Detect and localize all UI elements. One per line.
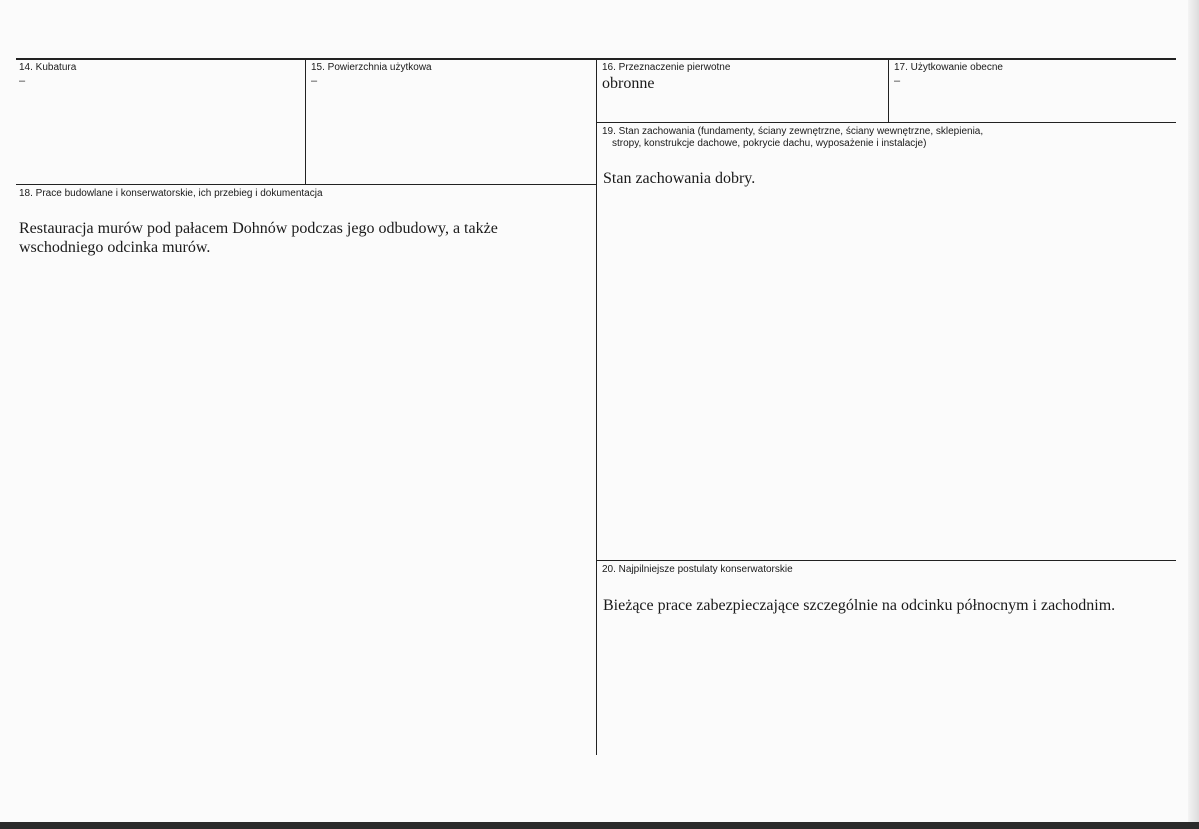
- divider-16-17: [888, 59, 889, 122]
- field-16-value: obronne: [602, 75, 655, 92]
- line-under-16-17: [597, 122, 1176, 123]
- divider-left-right: [596, 59, 597, 755]
- scan-bottom-edge: [0, 822, 1199, 829]
- scan-right-edge: [1188, 0, 1199, 829]
- field-19-value: Stan zachowania dobry.: [603, 170, 756, 187]
- field-14-value: –: [19, 75, 26, 87]
- line-above-18: [16, 184, 596, 185]
- field-16-label: 16. Przeznaczenie pierwotne: [602, 62, 731, 73]
- field-20-label: 20. Najpilniejsze postulaty konserwatorskie: [602, 564, 793, 575]
- field-17-label: 17. Użytkowanie obecne: [894, 62, 1003, 73]
- field-14-label: 14. Kubatura: [19, 62, 77, 73]
- line-above-20: [597, 560, 1176, 561]
- field-18-value-line1: Restauracja murów pod pałacem Dohnów podczas jego odbudowy, a także: [19, 220, 498, 237]
- field-20-value: Bieżące prace zabezpieczające szczególnie na odcinku północnym i zachodnim.: [603, 597, 1116, 614]
- field-19-label-line2: stropy, konstrukcje dachowe, pokrycie dachu, wyposażenie i instalacje): [612, 138, 927, 149]
- field-19-label-line1: 19. Stan zachowania (fundamenty, ściany zewnętrzne, ściany wewnętrzne, sklepienia,: [602, 126, 984, 137]
- field-18-value-line2: wschodniego odcinka murów.: [19, 239, 211, 256]
- field-18-label: 18. Prace budowlane i konserwatorskie, ich przebieg i dokumentacja: [19, 188, 323, 199]
- divider-14-15: [305, 59, 306, 184]
- field-15-label: 15. Powierzchnia użytkowa: [311, 62, 432, 73]
- field-15-value: –: [311, 75, 318, 87]
- field-17-value: –: [894, 75, 901, 87]
